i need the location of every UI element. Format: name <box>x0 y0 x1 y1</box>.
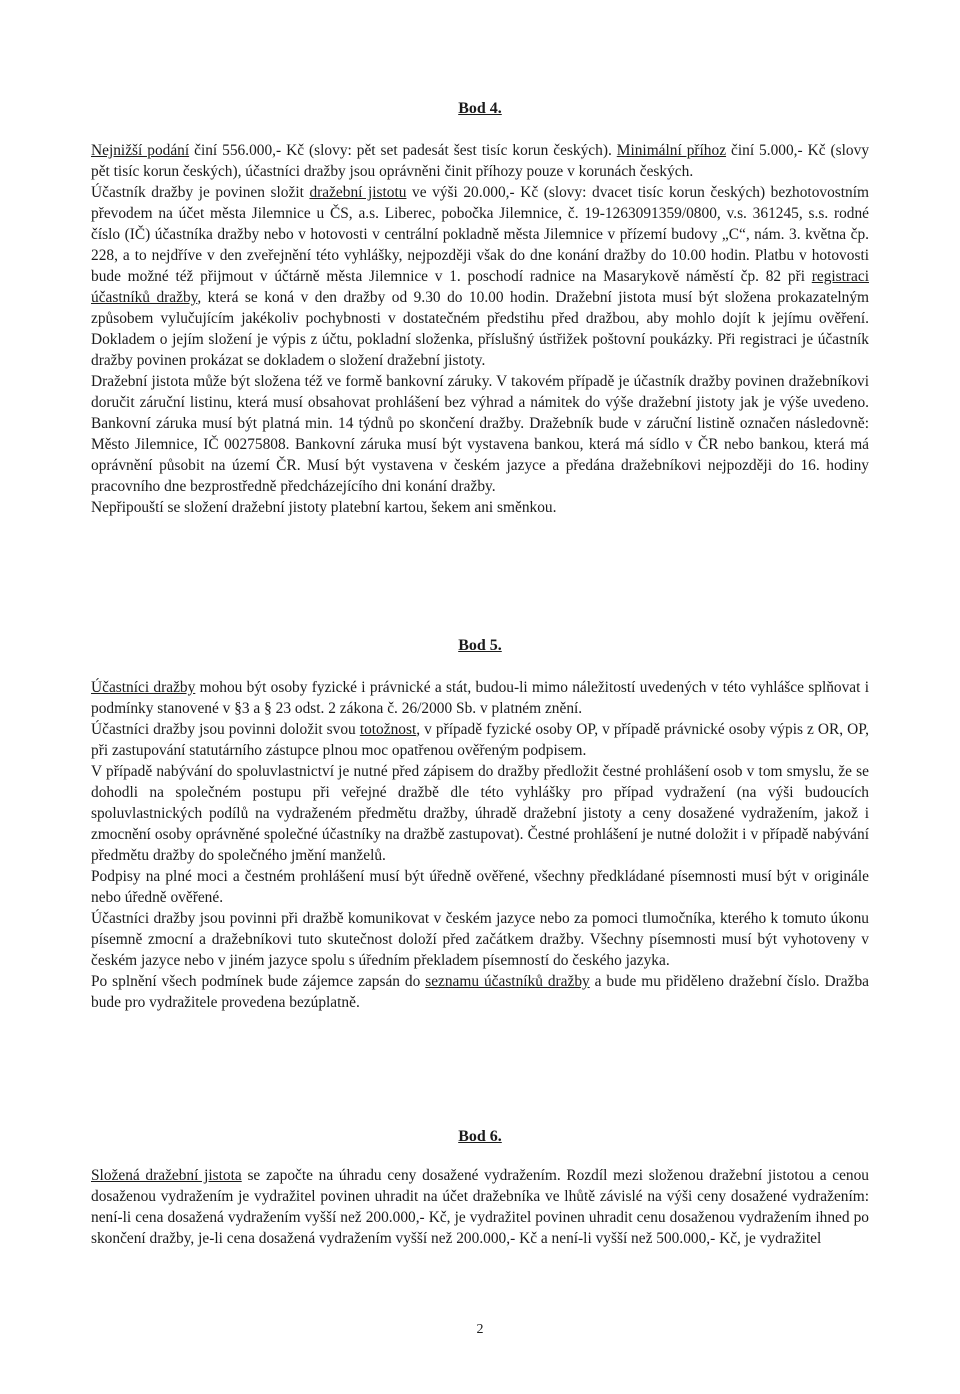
paragraph-minimum-bid: Nejnižší podání činí 556.000,- Kč (slovy: pět set padesát šest tisíc korun českých). Minimální příhoz činí 5.000,- Kč (slovy pět tisíc korun českých), účastníci dražby jsou oprávněni činit příhozy pouze v korunách českých. <box>91 142 870 180</box>
term-seznam-ucastniku: seznamu účastníků dražby <box>425 973 590 990</box>
section-bod5-body <box>91 677 869 1013</box>
section-heading-bod6: Bod 6. <box>458 1128 502 1145</box>
paragraph-bank-guarantee: Dražební jistota může být složena též ve formě bankovní záruky. V takovém případě je účastník dražby povinen dražebníkovi doručit záruční listinu, která musí obsahovat prohlášení bez výhrad a námitek do výše dražební jistoty jak je výše uvedeno. Bankovní záruka musí být platná min. 14 týdnů po skončení dražby. Dražebník bude v záruční listině označen následovně: Město Jilemnice, IČ 00275808. Bankovní záruka musí být vystavena bankou, která má sídlo v ČR nebo bankou, která má oprávnění působit na území ČR. Musí být vystavena v českém jazyce a předána dražebníkovi nejpozději do 16. hodiny pracovního dne bezprostředně předcházejícího dni konání dražby. <box>91 373 869 495</box>
paragraph-participants: Účastníci dražby mohou být osoby fyzické i právnické a stát, budou-li mimo náležitostí uvedených v této vyhlášce splňovat i podmínky stanovené v §3 a § 23 odst. 2 zákona č. 26/2000 Sb. v platném znění. <box>91 679 869 717</box>
paragraph-deposit-settlement: Složená dražební jistota se započte na úhradu ceny dosažené vydražením. Rozdíl mezi složenou dražební jistotou a cenou dosaženou vydražením je vydražitel povinen uhradit na účet dražebníka ve lhůtě závislé na výši ceny dosažené vydražením: není-li cena dosažená vydražením vyšší než 200.000,- Kč, je vydražitel povinen uhradit cenu dosaženou vydražením ihned po skončení dražby, je-li cena dosažená vydražením vyšší než 200.000,- Kč a není-li vyšší než 500.000,- Kč, je vydražitel <box>91 1167 869 1247</box>
section-bod4-body <box>91 140 869 518</box>
term-nejnizsi-podani: Nejnižší podání <box>91 142 190 159</box>
paragraph-co-ownership: V případě nabývání do spoluvlastnictví je nutné před zápisem do dražby předložit čestné prohlášení osob v tom smyslu, že se dohodli na společném postupu při veřejné dražbě dle této vyhlášky pro případ vydražení (na výši budoucích spoluvlastnických podílů na vydraženém předmětu dražby, úhradě dražební jistoty a ceny dosažené vydražením, jakož i zmocnění osoby oprávněné společné účastníky na dražbě zastupovat). Čestné prohlášení je nutné doložit i v případě nabývání předmětu dražby do společného jmění manželů. <box>91 763 869 864</box>
paragraph-registration: Po splnění všech podmínek bude zájemce zapsán do seznamu účastníků dražby a bude mu přiděleno dražební číslo. Dražba bude pro vydražitele provedena bezúplatně. <box>91 973 869 1011</box>
term-slozena-jistota: Složená dražební jistota <box>91 1167 242 1184</box>
term-minimalni-prihoz: Minimální příhoz <box>616 142 727 159</box>
section-heading-bod5: Bod 5. <box>458 637 502 654</box>
page-number: 2 <box>476 1322 484 1337</box>
paragraph-auction-deposit: Účastník dražby je povinen složit dražební jistotu ve výši 20.000,- Kč (slovy: dvacet tisíc korun českých) bezhotovostním převodem na účet města Jilemnice u ČS, a.s. Liberec, pobočka Jilemnice, č. 19-1263091359/0800, v.s. 361245, s.s. rodné číslo (IČ) účastníka dražby nebo v hotovosti v centrální pokladně města Jilemnice v přízemí budovy „C“, nám. 3. května čp. 228, a to nejdříve v den zveřejnění této vyhlášky, nejpozději však do dne konání dražby do 10.00 hodin. Platbu v hotovosti bude možné též přijmout v účtárně města Jilemnice v 1. poschodí radnice na Masarykově náměstí čp. 82 při registraci účastníků dražby, která se koná v den dražby od 9.30 do 10.00 hodin. Dražební jistota musí být složena prokazatelným způsobem vylučujícím jakékoliv pochybnosti v dostatečném předstihu před dražbou, aby mohlo dojít k jejímu ověření. Dokladem o jejím složení je výpis z účtu, pokladní složenka, příslušný ústřižek poštovní poukázky. Při registraci je účastník dražby povinen prokázat se dokladem o složení dražební jistoty. <box>91 184 869 369</box>
paragraph-signatures: Podpisy na plné moci a čestném prohlášení musí být úředně ověřené, všechny předkládané písemnosti musí být v originále nebo úředně ověřené. <box>91 868 869 906</box>
section-bod6-body <box>91 1165 869 1249</box>
paragraph-language: Účastníci dražby jsou povinni při dražbě komunikovat v českém jazyce nebo za pomoci tlumočníka, kterého k tomuto úkonu písemně zmocní a dražebníkovi tuto skutečnost doloží před začátkem dražby. Všechny písemnosti musí být vyhotoveny v českém jazyce nebo v jiném jazyce spolu s úředním překladem písemností do českého jazyka. <box>91 910 869 969</box>
term-ucastnici-drazby: Účastníci dražby <box>91 679 196 696</box>
section-heading-bod4: Bod 4. <box>458 100 502 117</box>
term-totoznost: totožnost <box>359 721 417 738</box>
term-drazebni-jistota: dražební jistotu <box>309 184 407 201</box>
paragraph-payment-restriction: Nepřipouští se složení dražební jistoty platební kartou, šekem ani směnkou. <box>91 499 557 516</box>
paragraph-identity: Účastníci dražby jsou povinni doložit svou totožnost, v případě fyzické osoby OP, v případě právnické osoby výpis z OR, OP, při zastupování statutárního zástupce plnou moc opatřenou ověřeným podpisem. <box>91 721 869 759</box>
term-registrace-ucastniku: registraci účastníků dražby <box>91 268 869 306</box>
